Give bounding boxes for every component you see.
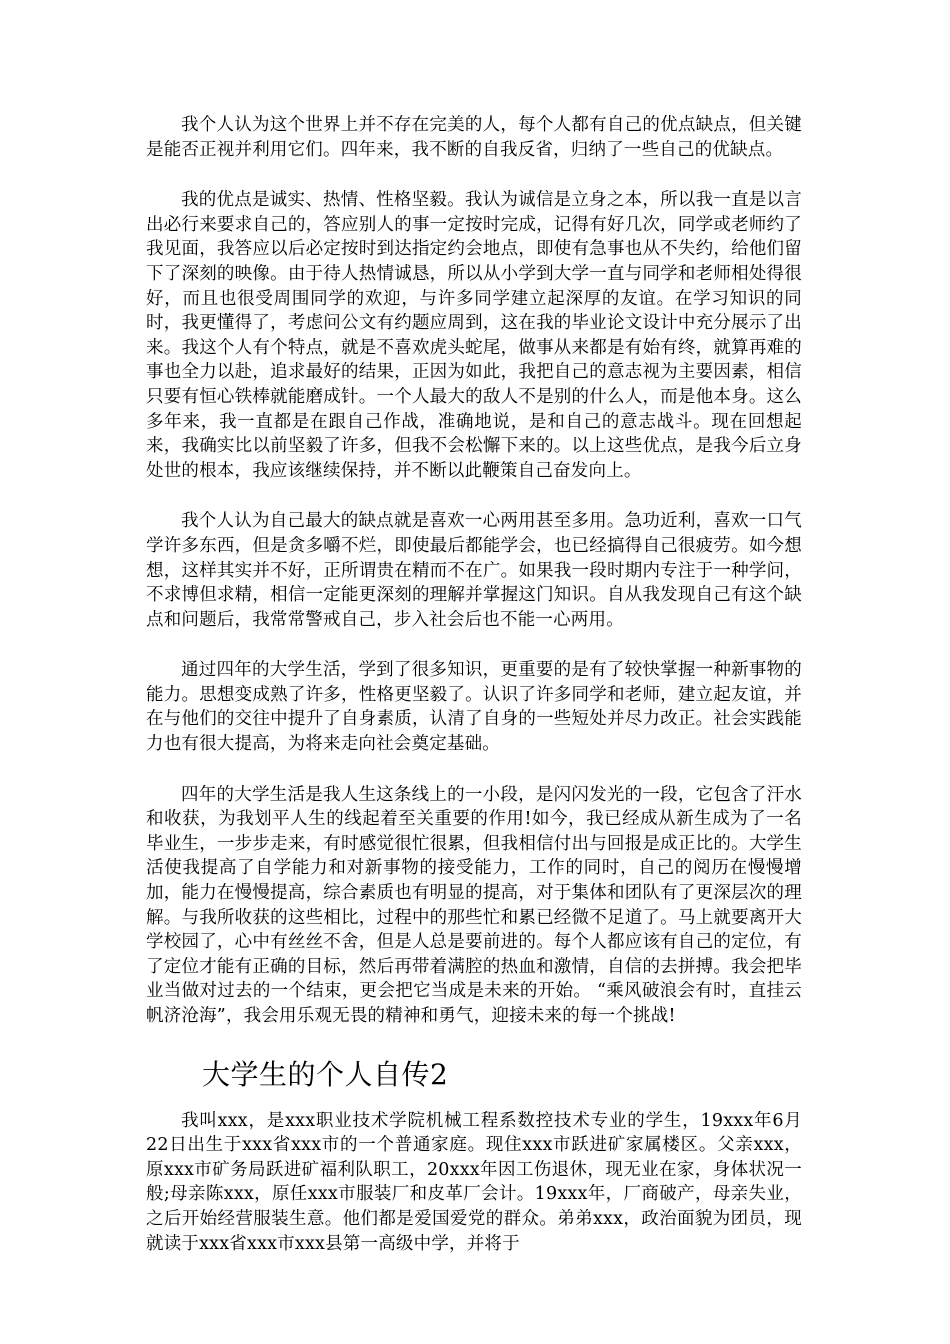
paragraph-weaknesses: 我个人认为自己最大的缺点就是喜欢一心两用甚至多用。急功近利，喜欢一口气学许多东西，但是贪多嚼不烂，即使最后都能学会，也已经搞得自己很疲劳。如今想想，这样其实并不好，正所谓贵在精而不在广。如果我一段时期内专注于一种学问，不求博但求精，相信一定能更深刻的理解并掌握这门知识。自从我发现自己有这个缺点和问题后，我常常警戒自己，步入社会后也不能一心两用。 <box>146 511 802 630</box>
document-page <box>146 113 802 1282</box>
paragraph-conclusion: 四年的大学生活是我人生这条线上的一小段，是闪闪发光的一段，它包含了汗水和收获，为我划平人生的线起着至关重要的作用!如今，我已经成从新生成为了一名毕业生，一步步走来，有时感觉很忙很累，但我相信付出与回报是成正比的。大学生活使我提高了自学能力和对新事物的接受能力，工作的同时，自己的阅历在慢慢增加，能力在慢慢提高，综合素质也有明显的提高，对于集体和团队有了更深层次的理解。与我所收获的这些相比，过程中的那些忙和累已经微不足道了。马上就要离开大学校园了，心中有丝丝不舍，但是人总是要前进的。每个人都应该有自己的定位，有了定位才能有正确的目标，然后再带着满腔的热血和激情，自信的去拼搏。我会把毕业当做对过去的一个结束，更会把它当成是未来的开始。 “乘风破浪会有时，直挂云帆济沧海”，我会用乐观无畏的精神和勇气，迎接未来的每一个挑战! <box>146 784 802 1026</box>
paragraph-gains: 通过四年的大学生活，学到了很多知识，更重要的是有了较快掌握一种新事物的能力。思想变成熟了许多，性格更坚毅了。认识了许多同学和老师，建立起友谊，并在与他们的交往中提升了自身素质，认清了自身的一些短处并尽力改正。社会实践能力也有很大提高，为将来走向社会奠定基础。 <box>146 660 802 755</box>
paragraph-biography: 我叫xxx，是xxx职业技术学院机械工程系数控技术专业的学生，19xxx年6月22日出生于xxx省xxx市的一个普通家庭。现住xxx市跃进矿家属楼区。父亲xxx，原xxx市矿务局跃进矿福利队职工，20xxx年因工伤退休，现无业在家，身体状况一般;母亲陈xxx，原任xxx市服装厂和皮革厂会计。19xxx年，厂商破产，母亲失业，之后开始经营服装生意。他们都是爱国爱党的群众。弟弟xxx，政治面貌为团员，现就读于xxx省xxx市xxx县第一高级中学，并将于 <box>146 1110 802 1254</box>
paragraph-strengths: 我的优点是诚实、热情、性格坚毅。我认为诚信是立身之本，所以我一直是以言出必行来要求自己的，答应别人的事一定按时完成，记得有好几次，同学或老师约了我见面，我答应以后必定按时到达指定约会地点，即使有急事也从不失约，给他们留下了深刻的映像。由于待人热情诚恳，所以从小学到大学一直与同学和老师相处得很好，而且也很受周围同学的欢迎，与许多同学建立起深厚的友谊。在学习知识的同时，我更懂得了，考虑问公文有约题应周到，这在我的毕业论文设计中充分展示了出来。我这个人有个特点，就是不喜欢虎头蛇尾，做事从来都是有始有终，就算再难的事也全力以赴，追求最好的结果，正因为如此，我把自己的意志视为主要因素，相信只要有恒心铁棒就能磨成针。一个人最大的敌人不是别的什么人，而是他本身。这么多年来，我一直都是在跟自己作战，准确地说，是和自己的意志战斗。现在回想起来，我确实比以前坚毅了许多，但我不会松懈下来的。以上这些优点，是我今后立身处世的根本，我应该继续保持，并不断以此鞭策自己奋发向上。 <box>146 190 802 481</box>
paragraph-intro: 我个人认为这个世界上并不存在完美的人，每个人都有自己的优点缺点，但关键是能否正视并利用它们。四年来，我不断的自我反省，归纳了一些自己的优缺点。 <box>146 115 802 160</box>
section-heading: 大学生的个人自传2 <box>202 1057 449 1091</box>
